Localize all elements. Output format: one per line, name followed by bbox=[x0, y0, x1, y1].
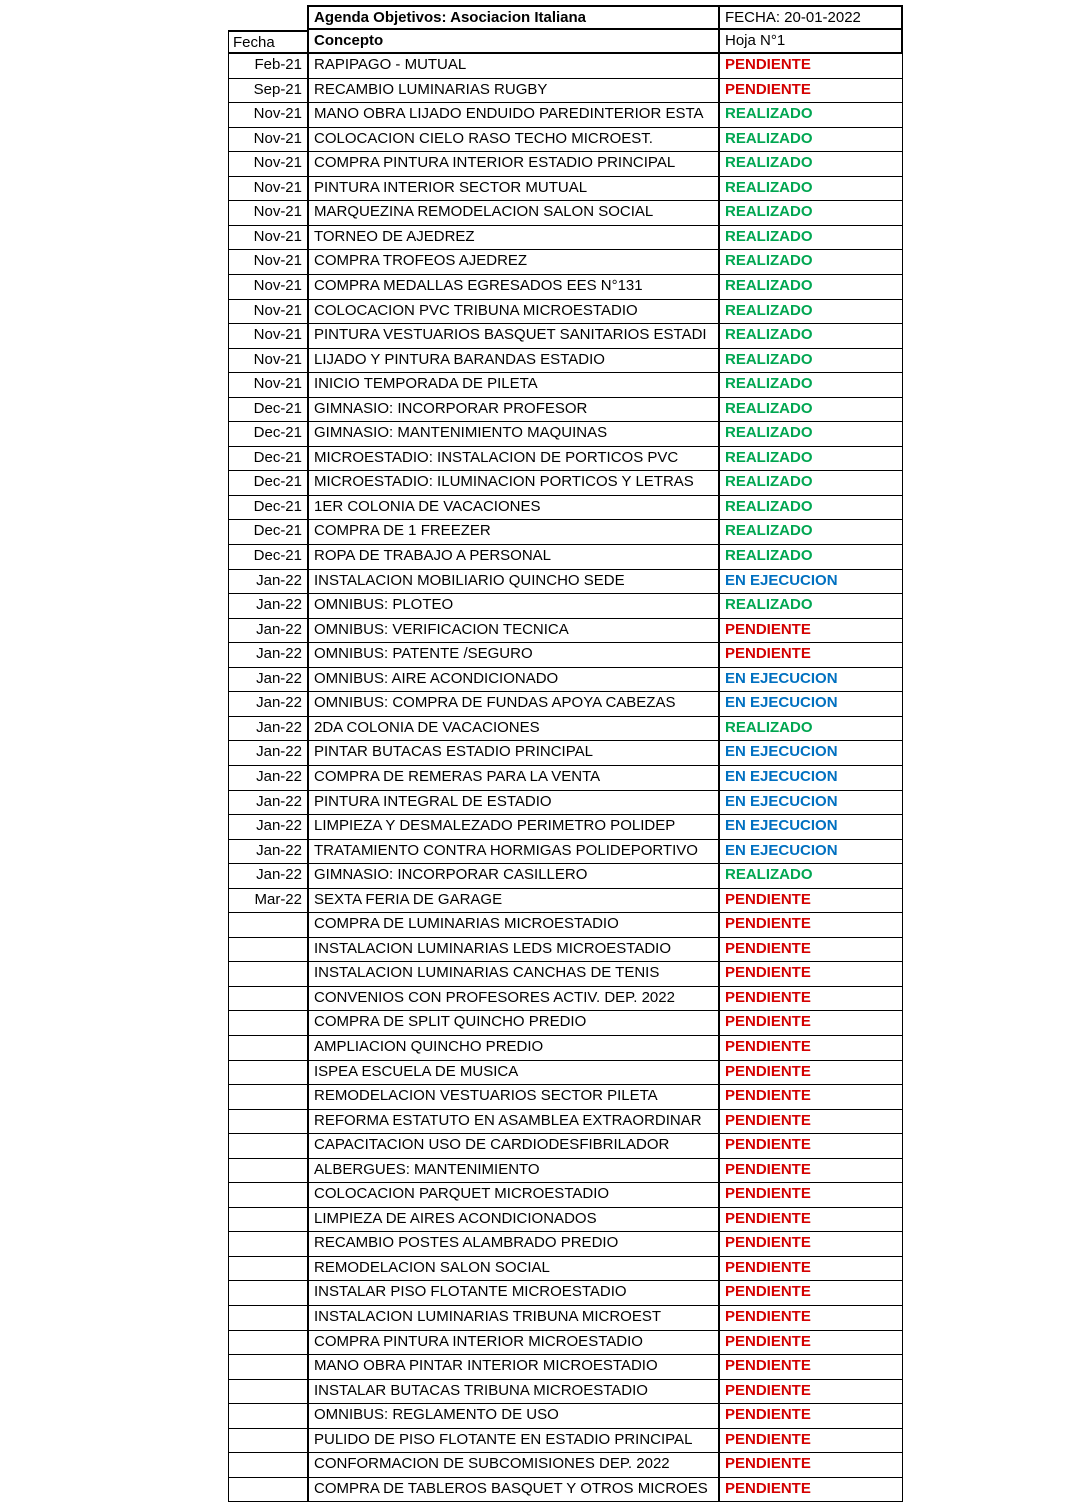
fecha-cell[interactable]: Mar-22 bbox=[228, 889, 307, 914]
fecha-cell[interactable] bbox=[228, 1134, 307, 1159]
status-cell[interactable]: EN EJECUCION bbox=[718, 668, 903, 693]
concepto-cell[interactable]: TRATAMIENTO CONTRA HORMIGAS POLIDEPORTIVO bbox=[307, 840, 718, 865]
fecha-cell[interactable] bbox=[228, 1110, 307, 1135]
fecha-cell[interactable]: Jan-22 bbox=[228, 692, 307, 717]
concepto-cell[interactable]: PINTURA INTERIOR SECTOR MUTUAL bbox=[307, 177, 718, 202]
concepto-cell[interactable]: PULIDO DE PISO FLOTANTE EN ESTADIO PRINCIPAL bbox=[307, 1429, 718, 1454]
table-row bbox=[228, 398, 903, 423]
status-cell[interactable]: PENDIENTE bbox=[718, 54, 903, 79]
status-cell[interactable]: PENDIENTE bbox=[718, 987, 903, 1012]
concepto-cell[interactable]: OMNIBUS: VERIFICACION TECNICA bbox=[307, 619, 718, 644]
table-row bbox=[228, 1478, 903, 1503]
status-cell[interactable]: REALIZADO bbox=[718, 300, 903, 325]
status-cell[interactable]: PENDIENTE bbox=[718, 1159, 903, 1184]
status-cell[interactable]: PENDIENTE bbox=[718, 1183, 903, 1208]
fecha-cell[interactable]: Nov-21 bbox=[228, 128, 307, 153]
status-cell[interactable]: EN EJECUCION bbox=[718, 840, 903, 865]
fecha-cell[interactable]: Jan-22 bbox=[228, 840, 307, 865]
fecha-cell[interactable] bbox=[228, 987, 307, 1012]
concepto-cell[interactable]: CONFORMACION DE SUBCOMISIONES DEP. 2022 bbox=[307, 1453, 718, 1478]
table-row bbox=[228, 349, 903, 374]
fecha-cell[interactable]: Dec-21 bbox=[228, 545, 307, 570]
table-row bbox=[228, 177, 903, 202]
table-row bbox=[228, 643, 903, 668]
status-cell[interactable]: PENDIENTE bbox=[718, 1355, 903, 1380]
column-header-row bbox=[228, 30, 903, 55]
concepto-cell[interactable]: REFORMA ESTATUTO EN ASAMBLEA EXTRAORDINAR bbox=[307, 1110, 718, 1135]
table-row bbox=[228, 324, 903, 349]
table-row bbox=[228, 741, 903, 766]
table-row bbox=[228, 889, 903, 914]
concepto-cell[interactable]: COMPRA DE SPLIT QUINCHO PREDIO bbox=[307, 1011, 718, 1036]
status-cell[interactable]: REALIZADO bbox=[718, 128, 903, 153]
status-cell[interactable]: REALIZADO bbox=[718, 152, 903, 177]
status-cell[interactable]: PENDIENTE bbox=[718, 1281, 903, 1306]
table-row bbox=[228, 103, 903, 128]
table-row bbox=[228, 1110, 903, 1135]
fecha-cell[interactable]: Sep-21 bbox=[228, 79, 307, 104]
concepto-cell[interactable]: PINTURA INTEGRAL DE ESTADIO bbox=[307, 791, 718, 816]
fecha-cell[interactable]: Dec-21 bbox=[228, 422, 307, 447]
status-cell[interactable]: PENDIENTE bbox=[718, 79, 903, 104]
status-cell[interactable]: REALIZADO bbox=[718, 447, 903, 472]
concepto-cell[interactable]: COMPRA DE TABLEROS BASQUET Y OTROS MICROES bbox=[307, 1478, 718, 1503]
status-cell[interactable]: PENDIENTE bbox=[718, 962, 903, 987]
fecha-cell[interactable]: Nov-21 bbox=[228, 177, 307, 202]
fecha-cell[interactable]: Jan-22 bbox=[228, 741, 307, 766]
status-cell[interactable]: PENDIENTE bbox=[718, 619, 903, 644]
concepto-cell[interactable]: COLOCACION CIELO RASO TECHO MICROEST. bbox=[307, 128, 718, 153]
fecha-cell[interactable]: Jan-22 bbox=[228, 668, 307, 693]
fecha-cell[interactable] bbox=[228, 1380, 307, 1405]
fecha-cell[interactable]: Jan-22 bbox=[228, 570, 307, 595]
table-row bbox=[228, 1061, 903, 1086]
concepto-cell[interactable]: LIMPIEZA DE AIRES ACONDICIONADOS bbox=[307, 1208, 718, 1233]
fecha-cell[interactable] bbox=[228, 1355, 307, 1380]
table-row bbox=[228, 1429, 903, 1454]
concepto-cell[interactable]: COMPRA PINTURA INTERIOR ESTADIO PRINCIPAL bbox=[307, 152, 718, 177]
table-row bbox=[228, 79, 903, 104]
table-row bbox=[228, 668, 903, 693]
concepto-cell[interactable]: OMNIBUS: PLOTEO bbox=[307, 594, 718, 619]
status-cell[interactable]: PENDIENTE bbox=[718, 643, 903, 668]
status-cell[interactable]: REALIZADO bbox=[718, 398, 903, 423]
table-row bbox=[228, 447, 903, 472]
fecha-cell[interactable]: Nov-21 bbox=[228, 300, 307, 325]
fecha-cell[interactable] bbox=[228, 1085, 307, 1110]
fecha-cell[interactable]: Jan-22 bbox=[228, 594, 307, 619]
table-row bbox=[228, 250, 903, 275]
table-row bbox=[228, 987, 903, 1012]
concepto-cell[interactable]: ALBERGUES: MANTENIMIENTO bbox=[307, 1159, 718, 1184]
status-cell[interactable]: PENDIENTE bbox=[718, 913, 903, 938]
concepto-cell[interactable]: LIJADO Y PINTURA BARANDAS ESTADIO bbox=[307, 349, 718, 374]
table-row bbox=[228, 840, 903, 865]
status-cell[interactable]: REALIZADO bbox=[718, 471, 903, 496]
status-cell[interactable]: REALIZADO bbox=[718, 496, 903, 521]
concepto-cell[interactable]: ROPA DE TRABAJO A PERSONAL bbox=[307, 545, 718, 570]
concepto-cell[interactable]: REMODELACION VESTUARIOS SECTOR PILETA bbox=[307, 1085, 718, 1110]
table-row bbox=[228, 594, 903, 619]
fecha-cell[interactable] bbox=[228, 1159, 307, 1184]
status-cell[interactable]: REALIZADO bbox=[718, 373, 903, 398]
fecha-cell[interactable]: Dec-21 bbox=[228, 398, 307, 423]
concepto-cell[interactable]: INSTALACION LUMINARIAS CANCHAS DE TENIS bbox=[307, 962, 718, 987]
table-row bbox=[228, 962, 903, 987]
concepto-cell[interactable]: RECAMBIO LUMINARIAS RUGBY bbox=[307, 79, 718, 104]
concepto-cell[interactable]: INSTALACION MOBILIARIO QUINCHO SEDE bbox=[307, 570, 718, 595]
table-row bbox=[228, 422, 903, 447]
status-cell[interactable]: PENDIENTE bbox=[718, 1061, 903, 1086]
concepto-cell[interactable]: SEXTA FERIA DE GARAGE bbox=[307, 889, 718, 914]
fecha-cell[interactable]: Dec-21 bbox=[228, 520, 307, 545]
status-cell[interactable]: EN EJECUCION bbox=[718, 766, 903, 791]
fecha-cell[interactable]: Jan-22 bbox=[228, 766, 307, 791]
concepto-cell[interactable]: COMPRA PINTURA INTERIOR MICROESTADIO bbox=[307, 1331, 718, 1356]
table-row bbox=[228, 300, 903, 325]
status-cell[interactable]: PENDIENTE bbox=[718, 1404, 903, 1429]
column-header-fecha[interactable]: Fecha bbox=[228, 30, 307, 55]
concepto-cell[interactable]: 1ER COLONIA DE VACACIONES bbox=[307, 496, 718, 521]
concepto-cell[interactable]: COLOCACION PARQUET MICROESTADIO bbox=[307, 1183, 718, 1208]
status-cell[interactable]: EN EJECUCION bbox=[718, 570, 903, 595]
status-cell[interactable]: REALIZADO bbox=[718, 275, 903, 300]
fecha-cell[interactable] bbox=[228, 938, 307, 963]
fecha-cell[interactable]: Dec-21 bbox=[228, 496, 307, 521]
concepto-cell[interactable]: COLOCACION PVC TRIBUNA MICROESTADIO bbox=[307, 300, 718, 325]
concepto-cell[interactable]: PINTURA VESTUARIOS BASQUET SANITARIOS ESTADI bbox=[307, 324, 718, 349]
fecha-cell[interactable]: Nov-21 bbox=[228, 250, 307, 275]
status-cell[interactable]: PENDIENTE bbox=[718, 1380, 903, 1405]
status-cell[interactable]: PENDIENTE bbox=[718, 1453, 903, 1478]
fecha-cell[interactable]: Nov-21 bbox=[228, 324, 307, 349]
status-cell[interactable]: PENDIENTE bbox=[718, 1208, 903, 1233]
fecha-cell[interactable]: Jan-22 bbox=[228, 717, 307, 742]
concepto-cell[interactable]: MANO OBRA PINTAR INTERIOR MICROESTADIO bbox=[307, 1355, 718, 1380]
fecha-cell[interactable] bbox=[228, 1036, 307, 1061]
table-row bbox=[228, 766, 903, 791]
table-row bbox=[228, 717, 903, 742]
status-cell[interactable]: REALIZADO bbox=[718, 422, 903, 447]
status-cell[interactable]: PENDIENTE bbox=[718, 1011, 903, 1036]
status-cell[interactable]: REALIZADO bbox=[718, 717, 903, 742]
table-row bbox=[228, 152, 903, 177]
status-cell[interactable]: REALIZADO bbox=[718, 201, 903, 226]
concepto-cell[interactable]: INSTALACION LUMINARIAS TRIBUNA MICROEST bbox=[307, 1306, 718, 1331]
table-row bbox=[228, 1404, 903, 1429]
fecha-cell[interactable]: Jan-22 bbox=[228, 815, 307, 840]
status-cell[interactable]: REALIZADO bbox=[718, 177, 903, 202]
fecha-cell[interactable] bbox=[228, 1061, 307, 1086]
status-cell[interactable]: PENDIENTE bbox=[718, 1232, 903, 1257]
status-cell[interactable]: REALIZADO bbox=[718, 324, 903, 349]
fecha-cell[interactable] bbox=[228, 1404, 307, 1429]
concepto-cell[interactable]: OMNIBUS: PATENTE /SEGURO bbox=[307, 643, 718, 668]
table-row bbox=[228, 275, 903, 300]
concepto-cell[interactable]: COMPRA MEDALLAS EGRESADOS EES N°131 bbox=[307, 275, 718, 300]
concepto-cell[interactable]: COMPRA DE LUMINARIAS MICROESTADIO bbox=[307, 913, 718, 938]
status-cell[interactable]: PENDIENTE bbox=[718, 889, 903, 914]
fecha-cell[interactable] bbox=[228, 1453, 307, 1478]
fecha-cell[interactable] bbox=[228, 1257, 307, 1282]
table-row bbox=[228, 201, 903, 226]
concepto-cell[interactable]: OMNIBUS: COMPRA DE FUNDAS APOYA CABEZAS bbox=[307, 692, 718, 717]
concepto-cell[interactable]: OMNIBUS: AIRE ACONDICIONADO bbox=[307, 668, 718, 693]
table-row bbox=[228, 1380, 903, 1405]
table-row bbox=[228, 1355, 903, 1380]
concepto-cell[interactable]: RECAMBIO POSTES ALAMBRADO PREDIO bbox=[307, 1232, 718, 1257]
fecha-cell[interactable] bbox=[228, 1331, 307, 1356]
fecha-cell[interactable] bbox=[228, 962, 307, 987]
status-cell[interactable]: PENDIENTE bbox=[718, 1429, 903, 1454]
fecha-cell[interactable]: Nov-21 bbox=[228, 103, 307, 128]
concepto-cell[interactable]: 2DA COLONIA DE VACACIONES bbox=[307, 717, 718, 742]
concepto-cell[interactable]: GIMNASIO: INCORPORAR CASILLERO bbox=[307, 864, 718, 889]
concepto-cell[interactable]: MANO OBRA LIJADO ENDUIDO PAREDINTERIOR ESTA bbox=[307, 103, 718, 128]
table-body bbox=[228, 54, 903, 1502]
status-cell[interactable]: EN EJECUCION bbox=[718, 741, 903, 766]
table-row bbox=[228, 520, 903, 545]
concepto-cell[interactable]: ISPEA ESCUELA DE MUSICA bbox=[307, 1061, 718, 1086]
fecha-cell[interactable]: Feb-21 bbox=[228, 54, 307, 79]
report-date-cell[interactable]: FECHA: 20-01-2022 bbox=[718, 5, 903, 30]
fecha-cell[interactable]: Jan-22 bbox=[228, 864, 307, 889]
status-cell[interactable]: EN EJECUCION bbox=[718, 791, 903, 816]
status-cell[interactable]: EN EJECUCION bbox=[718, 815, 903, 840]
table-row bbox=[228, 815, 903, 840]
table-row bbox=[228, 545, 903, 570]
concepto-cell[interactable]: COMPRA DE REMERAS PARA LA VENTA bbox=[307, 766, 718, 791]
status-cell[interactable]: PENDIENTE bbox=[718, 1036, 903, 1061]
concepto-cell[interactable]: COMPRA TROFEOS AJEDREZ bbox=[307, 250, 718, 275]
status-cell[interactable]: PENDIENTE bbox=[718, 1478, 903, 1503]
fecha-cell[interactable]: Nov-21 bbox=[228, 201, 307, 226]
concepto-cell[interactable]: COMPRA DE 1 FREEZER bbox=[307, 520, 718, 545]
status-cell[interactable]: PENDIENTE bbox=[718, 1331, 903, 1356]
table-row bbox=[228, 1331, 903, 1356]
table-row bbox=[228, 226, 903, 251]
table-row bbox=[228, 570, 903, 595]
table-row bbox=[228, 1281, 903, 1306]
status-cell[interactable]: PENDIENTE bbox=[718, 1110, 903, 1135]
fecha-cell[interactable]: Dec-21 bbox=[228, 471, 307, 496]
concepto-cell[interactable]: REMODELACION SALON SOCIAL bbox=[307, 1257, 718, 1282]
table-row bbox=[228, 1134, 903, 1159]
fecha-cell[interactable]: Jan-22 bbox=[228, 643, 307, 668]
table-row bbox=[228, 1257, 903, 1282]
table-row bbox=[228, 864, 903, 889]
sheet-header-row bbox=[307, 5, 903, 30]
concepto-cell[interactable]: MICROESTADIO: ILUMINACION PORTICOS Y LETRAS bbox=[307, 471, 718, 496]
concepto-cell[interactable]: RAPIPAGO - MUTUAL bbox=[307, 54, 718, 79]
status-cell[interactable]: REALIZADO bbox=[718, 250, 903, 275]
fecha-cell[interactable] bbox=[228, 1208, 307, 1233]
concepto-cell[interactable]: PINTAR BUTACAS ESTADIO PRINCIPAL bbox=[307, 741, 718, 766]
fecha-cell[interactable]: Jan-22 bbox=[228, 619, 307, 644]
concepto-cell[interactable]: CAPACITACION USO DE CARDIODESFIBRILADOR bbox=[307, 1134, 718, 1159]
table-row bbox=[228, 1011, 903, 1036]
table-row bbox=[228, 1085, 903, 1110]
concepto-cell[interactable]: CONVENIOS CON PROFESORES ACTIV. DEP. 2022 bbox=[307, 987, 718, 1012]
fecha-cell[interactable]: Dec-21 bbox=[228, 447, 307, 472]
fecha-cell[interactable] bbox=[228, 1429, 307, 1454]
table-row bbox=[228, 373, 903, 398]
concepto-cell[interactable]: OMNIBUS: REGLAMENTO DE USO bbox=[307, 1404, 718, 1429]
status-cell[interactable]: REALIZADO bbox=[718, 594, 903, 619]
concepto-cell[interactable]: GIMNASIO: INCORPORAR PROFESOR bbox=[307, 398, 718, 423]
fecha-cell[interactable] bbox=[228, 1232, 307, 1257]
concepto-cell[interactable]: MICROESTADIO: INSTALACION DE PORTICOS PVC bbox=[307, 447, 718, 472]
status-cell[interactable]: REALIZADO bbox=[718, 103, 903, 128]
spreadsheet bbox=[228, 5, 903, 1502]
table-row bbox=[228, 1306, 903, 1331]
table-row bbox=[228, 1232, 903, 1257]
status-cell[interactable]: REALIZADO bbox=[718, 349, 903, 374]
table-row bbox=[228, 619, 903, 644]
fecha-cell[interactable] bbox=[228, 1183, 307, 1208]
column-header-concepto[interactable]: Concepto bbox=[307, 30, 718, 55]
table-row bbox=[228, 692, 903, 717]
fecha-cell[interactable] bbox=[228, 913, 307, 938]
table-row bbox=[228, 54, 903, 79]
table-row bbox=[228, 913, 903, 938]
status-cell[interactable]: PENDIENTE bbox=[718, 1085, 903, 1110]
sheet-title-cell[interactable]: Agenda Objetivos: Asociacion Italiana bbox=[307, 5, 718, 30]
status-cell[interactable]: PENDIENTE bbox=[718, 1257, 903, 1282]
concepto-cell[interactable]: GIMNASIO: MANTENIMIENTO MAQUINAS bbox=[307, 422, 718, 447]
table-row bbox=[228, 471, 903, 496]
fecha-cell[interactable] bbox=[228, 1478, 307, 1503]
fecha-cell[interactable]: Nov-21 bbox=[228, 349, 307, 374]
table-row bbox=[228, 1453, 903, 1478]
status-cell[interactable]: PENDIENTE bbox=[718, 938, 903, 963]
table-row bbox=[228, 1183, 903, 1208]
fecha-cell[interactable] bbox=[228, 1281, 307, 1306]
status-cell[interactable]: EN EJECUCION bbox=[718, 692, 903, 717]
fecha-cell[interactable]: Jan-22 bbox=[228, 791, 307, 816]
concepto-cell[interactable]: AMPLIACION QUINCHO PREDIO bbox=[307, 1036, 718, 1061]
status-cell[interactable]: REALIZADO bbox=[718, 520, 903, 545]
table-row bbox=[228, 938, 903, 963]
status-cell[interactable]: REALIZADO bbox=[718, 545, 903, 570]
status-cell[interactable]: REALIZADO bbox=[718, 226, 903, 251]
concepto-cell[interactable]: TORNEO DE AJEDREZ bbox=[307, 226, 718, 251]
fecha-cell[interactable]: Nov-21 bbox=[228, 373, 307, 398]
status-cell[interactable]: PENDIENTE bbox=[718, 1306, 903, 1331]
concepto-cell[interactable]: MARQUEZINA REMODELACION SALON SOCIAL bbox=[307, 201, 718, 226]
fecha-cell[interactable]: Nov-21 bbox=[228, 226, 307, 251]
table-row bbox=[228, 496, 903, 521]
fecha-cell[interactable]: Nov-21 bbox=[228, 275, 307, 300]
concepto-cell[interactable]: INICIO TEMPORADA DE PILETA bbox=[307, 373, 718, 398]
status-cell[interactable]: REALIZADO bbox=[718, 864, 903, 889]
fecha-cell[interactable] bbox=[228, 1306, 307, 1331]
status-cell[interactable]: PENDIENTE bbox=[718, 1134, 903, 1159]
fecha-cell[interactable]: Nov-21 bbox=[228, 152, 307, 177]
table-row bbox=[228, 791, 903, 816]
fecha-cell[interactable] bbox=[228, 1011, 307, 1036]
table-row bbox=[228, 1208, 903, 1233]
concepto-cell[interactable]: INSTALAR BUTACAS TRIBUNA MICROESTADIO bbox=[307, 1380, 718, 1405]
concepto-cell[interactable]: LIMPIEZA Y DESMALEZADO PERIMETRO POLIDEP bbox=[307, 815, 718, 840]
table-row bbox=[228, 1159, 903, 1184]
table-row bbox=[228, 128, 903, 153]
concepto-cell[interactable]: INSTALACION LUMINARIAS LEDS MICROESTADIO bbox=[307, 938, 718, 963]
sheet-number-cell[interactable]: Hoja N°1 bbox=[718, 30, 903, 55]
table-row bbox=[228, 1036, 903, 1061]
concepto-cell[interactable]: INSTALAR PISO FLOTANTE MICROESTADIO bbox=[307, 1281, 718, 1306]
